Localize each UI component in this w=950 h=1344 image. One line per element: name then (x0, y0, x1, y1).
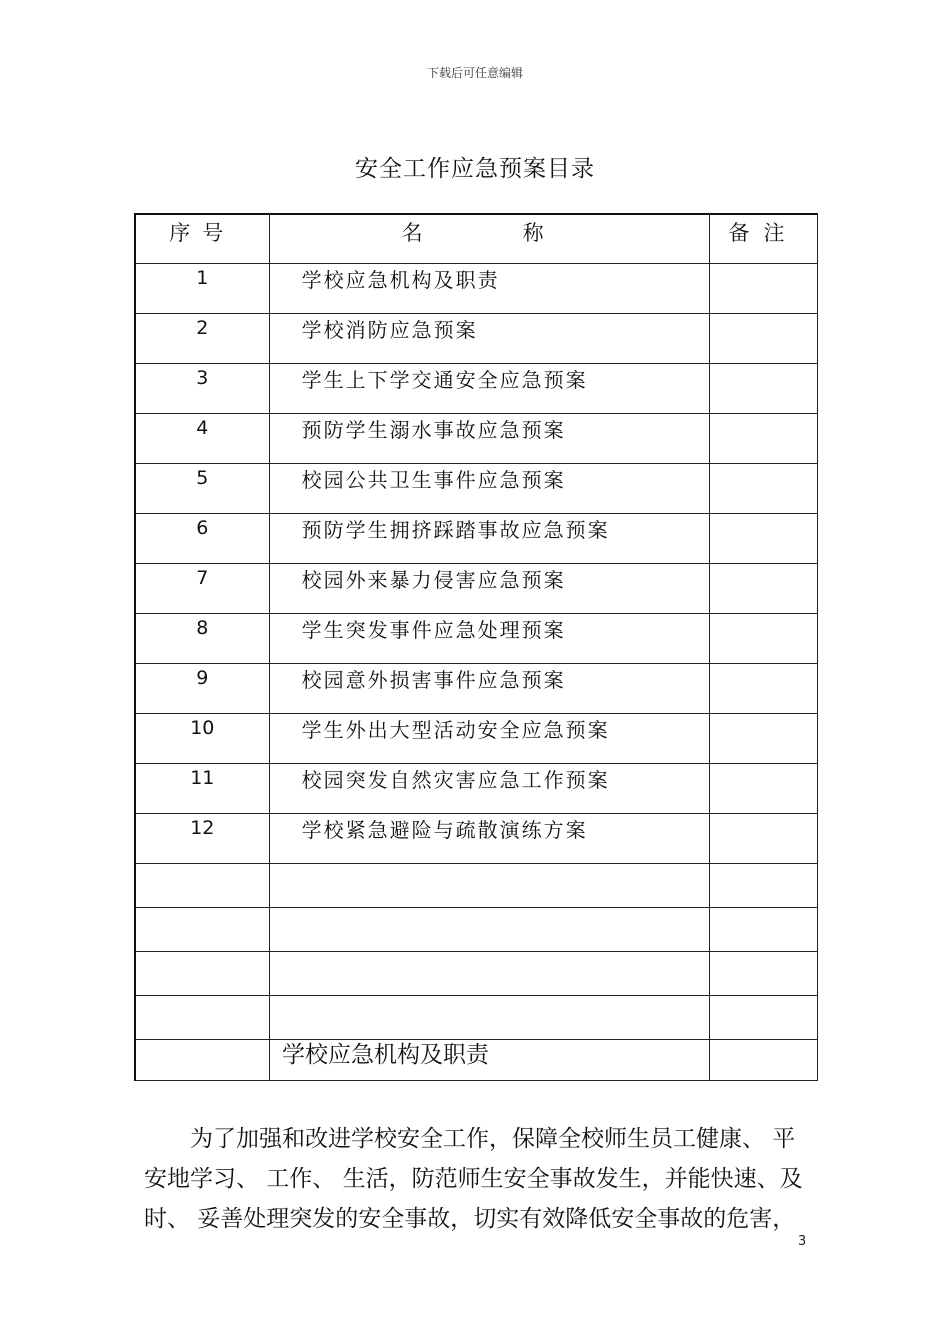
row-no: 3 (135, 364, 269, 414)
table-row (135, 564, 818, 614)
empty-table-row (135, 952, 818, 996)
row-name: 校园外来暴力侵害应急预案 (269, 564, 709, 614)
row-note (709, 714, 817, 764)
row-name: 学生上下学交通安全应急预案 (269, 364, 709, 414)
row-note (709, 564, 817, 614)
header-name-char-1: 名 (401, 221, 423, 245)
row-name: 学校紧急避险与疏散演练方案 (269, 814, 709, 864)
table-row (135, 664, 818, 714)
row-note (709, 264, 817, 314)
body-paragraph (144, 1119, 816, 1239)
empty-cell (135, 952, 269, 996)
row-note (709, 814, 817, 864)
section-heading: 学校应急机构及职责 (282, 1042, 489, 1068)
row-note (709, 764, 817, 814)
empty-cell (269, 952, 709, 996)
table-row (135, 764, 818, 814)
empty-cell (135, 996, 269, 1040)
row-note (709, 414, 817, 464)
empty-cell (709, 908, 817, 952)
empty-cell (269, 864, 709, 908)
row-no: 5 (135, 464, 269, 514)
paragraph-text: 为了加强和改进学校安全工作，保障全校师生员工健康、 平安地学习、 工作、 生活，防范师生安全事故发生，并能快速、及时、 妥善处理突发的安全事故，切实有效降低安全事故的危害， (144, 1126, 803, 1232)
row-name: 校园突发自然灾害应急工作预案 (269, 764, 709, 814)
header-name-char-2: 称 (522, 221, 544, 245)
row-no: 12 (135, 814, 269, 864)
row-no: 6 (135, 514, 269, 564)
row-name: 学生外出大型活动安全应急预案 (269, 714, 709, 764)
header-no: 序号 (135, 214, 269, 264)
row-name: 预防学生溺水事故应急预案 (269, 414, 709, 464)
row-name: 学校应急机构及职责 (269, 264, 709, 314)
empty-cell (269, 996, 709, 1040)
row-no: 10 (135, 714, 269, 764)
table-row (135, 314, 818, 364)
table-row (135, 514, 818, 564)
empty-cell (269, 908, 709, 952)
row-name: 校园公共卫生事件应急预案 (269, 464, 709, 514)
row-no: 4 (135, 414, 269, 464)
row-note (709, 664, 817, 714)
header-note: 备注 (709, 214, 817, 264)
row-name: 预防学生拥挤踩踏事故应急预案 (269, 514, 709, 564)
empty-cell (709, 952, 817, 996)
row-note (709, 464, 817, 514)
row-name: 学生突发事件应急处理预案 (269, 614, 709, 664)
row-note (709, 614, 817, 664)
row-name: 学校消防应急预案 (269, 314, 709, 364)
row-note (709, 514, 817, 564)
empty-table-row (135, 996, 818, 1040)
empty-table-row (135, 908, 818, 952)
table-row (135, 814, 818, 864)
row-no: 7 (135, 564, 269, 614)
table-row (135, 364, 818, 414)
table-row (135, 464, 818, 514)
page-title: 安全工作应急预案目录 (355, 156, 595, 182)
empty-table-row (135, 864, 818, 908)
row-note (709, 364, 817, 414)
empty-cell (709, 996, 817, 1040)
table-row (135, 714, 818, 764)
table-row (135, 614, 818, 664)
empty-cell (709, 1040, 817, 1081)
row-no: 11 (135, 764, 269, 814)
empty-cell (135, 864, 269, 908)
empty-cell (135, 908, 269, 952)
row-no: 9 (135, 664, 269, 714)
table-row (135, 264, 818, 314)
empty-cell (709, 864, 817, 908)
empty-cell (135, 1040, 269, 1081)
table-row (135, 414, 818, 464)
toc-table (134, 213, 818, 1081)
row-name: 校园意外损害事件应急预案 (269, 664, 709, 714)
table-header-row (135, 214, 818, 264)
header-name (269, 214, 709, 264)
row-no: 2 (135, 314, 269, 364)
row-note (709, 314, 817, 364)
row-no: 1 (135, 264, 269, 314)
row-no: 8 (135, 614, 269, 664)
header-note: 下载后可任意编辑 (426, 66, 523, 80)
page-number: 3 (798, 1234, 807, 1249)
